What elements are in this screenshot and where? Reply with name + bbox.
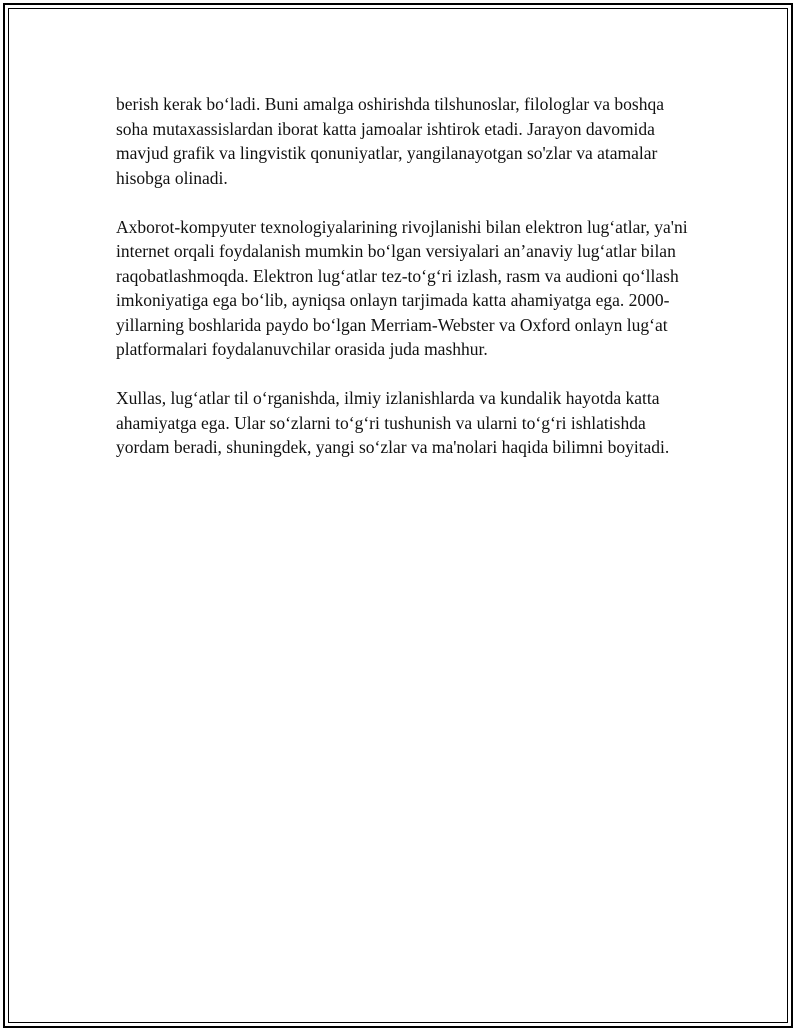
paragraph-3: Xullas, lug‘atlar til o‘rganishda, ilmiy izlanishlarda va kundalik hayotda katta ahamiyatga ega. Ular so‘zlarni to‘g‘ri tushunish va ularni to‘g‘ri ishlatishda yordam beradi, shuningdek, yangi so‘zlar va ma'nolari haqida bilimni boyitadi. bbox=[116, 388, 670, 457]
page-border bbox=[3, 3, 793, 1028]
document-body bbox=[116, 92, 696, 484]
paragraph-2: Axborot-kompyuter texnologiyalarining rivojlanishi bilan elektron lug‘atlar, ya'ni internet orqali foydalanish mumkin bo‘lgan versiyalari an’anaviy lug‘atlar bilan raqobatlashmoqda. Elektron lug‘atlar tez-to‘g‘ri izlash, rasm va audioni qo‘llash imkoniyatiga ega bo‘lib, ayniqsa onlayn tarjimada katta ahamiyatga ega. 2000-yillarning boshlarida paydo bo‘lgan Merriam-Webster va Oxford onlayn lug‘at platformalari foydalanuvchilar orasida juda mashhur. bbox=[116, 216, 688, 359]
paragraph-1: berish kerak bo‘ladi. Buni amalga oshirishda tilshunoslar, filologlar va boshqa soha mutaxassislardan iborat katta jamoalar ishtirok etadi. Jarayon davomida mavjud grafik va lingvistik qonuniyatlar, yangilanayotgan so'zlar va atamalar hisobga olinadi. bbox=[116, 94, 665, 188]
